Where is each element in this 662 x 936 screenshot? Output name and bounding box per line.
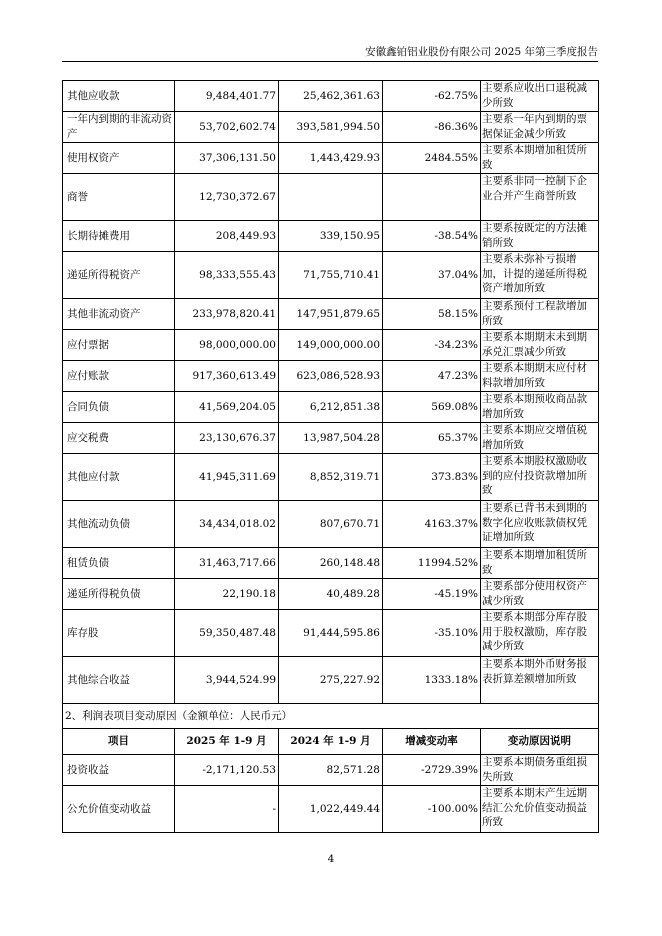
row-previous-value: 260,148.48 — [279, 548, 383, 579]
row-previous-value: 91,444,595.86 — [279, 610, 383, 657]
row-reason: 主要系应收出口退税减少所致 — [481, 81, 599, 112]
header-previous-period: 2024 年 1-9 月 — [279, 729, 383, 755]
row-previous-value — [279, 174, 383, 221]
table-row — [63, 755, 599, 786]
row-previous-value: 8,852,319.71 — [279, 454, 383, 501]
row-previous-value: 6,212,851.38 — [279, 392, 383, 423]
table-row — [63, 361, 599, 392]
row-change-rate: 2484.55% — [383, 143, 481, 174]
row-item: 其他非流动资产 — [63, 299, 175, 330]
header-item: 项目 — [63, 729, 175, 755]
row-item: 其他应收款 — [63, 81, 175, 112]
row-current-value: 208,449.93 — [175, 221, 279, 252]
row-item: 长期待摊费用 — [63, 221, 175, 252]
row-change-rate: 37.04% — [383, 252, 481, 299]
table-row — [63, 786, 599, 833]
row-previous-value: 807,670.71 — [279, 501, 383, 548]
row-change-rate: -100.00% — [383, 786, 481, 833]
row-item: 递延所得税负债 — [63, 579, 175, 610]
row-current-value: -2,171,120.53 — [175, 755, 279, 786]
row-change-rate: 373.83% — [383, 454, 481, 501]
row-change-rate: -34.23% — [383, 330, 481, 361]
row-previous-value: 82,571.28 — [279, 755, 383, 786]
row-previous-value: 149,000,000.00 — [279, 330, 383, 361]
row-item: 投资收益 — [63, 755, 175, 786]
row-current-value: 53,702,602.74 — [175, 112, 279, 143]
row-change-rate: -38.54% — [383, 221, 481, 252]
row-reason: 主要系非同一控制下企业合并产生商誉所致 — [481, 174, 599, 221]
row-current-value: 59,350,487.48 — [175, 610, 279, 657]
row-item: 应付账款 — [63, 361, 175, 392]
row-item: 应付票据 — [63, 330, 175, 361]
balance-sheet-changes-table — [62, 80, 599, 833]
row-change-rate: -86.36% — [383, 112, 481, 143]
row-change-rate: -2729.39% — [383, 755, 481, 786]
row-current-value: 41,569,204.05 — [175, 392, 279, 423]
header-change-rate: 增减变动率 — [383, 729, 481, 755]
row-previous-value: 13,987,504.28 — [279, 423, 383, 454]
table-row — [63, 221, 599, 252]
table-row — [63, 81, 599, 112]
row-item: 商誉 — [63, 174, 175, 221]
row-reason: 主要系预付工程款增加所致 — [481, 299, 599, 330]
row-reason: 主要系按既定的方法摊销所致 — [481, 221, 599, 252]
row-current-value: 98,333,555.43 — [175, 252, 279, 299]
row-reason: 主要系本期部分库存股用于股权激励，库存股减少所致 — [481, 610, 599, 657]
row-reason: 主要系本期外币财务报表折算差额增加所致 — [481, 657, 599, 704]
row-previous-value: 275,227.92 — [279, 657, 383, 704]
row-reason: 主要系本期期末未到期承兑汇票减少所致 — [481, 330, 599, 361]
row-reason: 主要系部分使用权资产减少所致 — [481, 579, 599, 610]
row-reason: 主要系本期末产生远期结汇公允价值变动损益所致 — [481, 786, 599, 833]
row-reason: 主要系本期应交增值税增加所致 — [481, 423, 599, 454]
table-row — [63, 143, 599, 174]
row-current-value: 41,945,311.69 — [175, 454, 279, 501]
row-previous-value: 1,443,429.93 — [279, 143, 383, 174]
row-current-value: 9,484,401.77 — [175, 81, 279, 112]
row-previous-value: 40,489.28 — [279, 579, 383, 610]
row-change-rate: 47.23% — [383, 361, 481, 392]
row-current-value: 23,130,676.37 — [175, 423, 279, 454]
row-item: 使用权资产 — [63, 143, 175, 174]
table-row — [63, 392, 599, 423]
table-row — [63, 610, 599, 657]
table-row — [63, 454, 599, 501]
table-row — [63, 112, 599, 143]
row-reason: 主要系本期增加租赁所致 — [481, 548, 599, 579]
row-previous-value: 623,086,528.93 — [279, 361, 383, 392]
row-change-rate: 569.08% — [383, 392, 481, 423]
table-row — [63, 330, 599, 361]
row-change-rate: 4163.37% — [383, 501, 481, 548]
row-previous-value: 339,150.95 — [279, 221, 383, 252]
row-item: 递延所得税资产 — [63, 252, 175, 299]
row-current-value: 22,190.18 — [175, 579, 279, 610]
row-change-rate: -35.10% — [383, 610, 481, 657]
row-current-value: 233,978,820.41 — [175, 299, 279, 330]
row-change-rate: 11994.52% — [383, 548, 481, 579]
table-row — [63, 174, 599, 221]
row-current-value: 3,944,524.99 — [175, 657, 279, 704]
row-reason: 主要系本期预收商品款增加所致 — [481, 392, 599, 423]
row-change-rate: -45.19% — [383, 579, 481, 610]
row-reason: 主要系本期债务重组损失所致 — [481, 755, 599, 786]
row-item: 公允价值变动收益 — [63, 786, 175, 833]
row-previous-value: 25,462,361.63 — [279, 81, 383, 112]
row-reason: 主要系已背书未到期的数字化应收账款债权凭证增加所致 — [481, 501, 599, 548]
income-section-title: 2、利润表项目变动原因（金额单位：人民币元） — [63, 704, 599, 729]
income-table-header-row — [63, 729, 599, 755]
row-current-value: 12,730,372.67 — [175, 174, 279, 221]
row-item: 库存股 — [63, 610, 175, 657]
header-reason: 变动原因说明 — [481, 729, 599, 755]
row-current-value: - — [175, 786, 279, 833]
row-item: 其他综合收益 — [63, 657, 175, 704]
row-change-rate — [383, 174, 481, 221]
row-item: 租赁负债 — [63, 548, 175, 579]
row-previous-value: 1,022,449.44 — [279, 786, 383, 833]
row-change-rate: 1333.18% — [383, 657, 481, 704]
row-item: 应交税费 — [63, 423, 175, 454]
row-change-rate: 58.15% — [383, 299, 481, 330]
page-number: 4 — [327, 853, 335, 865]
row-item: 一年内到期的非流动资产 — [63, 112, 175, 143]
row-current-value: 37,306,131.50 — [175, 143, 279, 174]
row-reason: 主要系本期股权激励收到的应付投资款增加所致 — [481, 454, 599, 501]
row-change-rate: 65.37% — [383, 423, 481, 454]
row-reason: 主要系本期增加租赁所致 — [481, 143, 599, 174]
table-row — [63, 501, 599, 548]
table-row — [63, 579, 599, 610]
row-current-value: 98,000,000.00 — [175, 330, 279, 361]
row-current-value: 917,360,613.49 — [175, 361, 279, 392]
row-previous-value: 71,755,710.41 — [279, 252, 383, 299]
table-row — [63, 423, 599, 454]
row-change-rate: -62.75% — [383, 81, 481, 112]
row-item: 其他流动负债 — [63, 501, 175, 548]
row-current-value: 34,434,018.02 — [175, 501, 279, 548]
row-current-value: 31,463,717.66 — [175, 548, 279, 579]
row-previous-value: 393,581,994.50 — [279, 112, 383, 143]
header-current-period: 2025 年 1-9 月 — [175, 729, 279, 755]
row-item: 其他应付款 — [63, 454, 175, 501]
row-reason: 主要系一年内到期的票据保证金减少所致 — [481, 112, 599, 143]
row-reason: 主要系未弥补亏损增加，计提的递延所得税资产增加所致 — [481, 252, 599, 299]
row-reason: 主要系本期期末应付材料款增加所致 — [481, 361, 599, 392]
table-row — [63, 252, 599, 299]
table-row — [63, 657, 599, 704]
row-previous-value: 147,951,879.65 — [279, 299, 383, 330]
table-row — [63, 299, 599, 330]
report-header: 安徽鑫铂铝业股份有限公司 2025 年第三季度报告 — [365, 46, 598, 58]
row-item: 合同负债 — [63, 392, 175, 423]
header-rule — [62, 61, 598, 62]
table-row — [63, 548, 599, 579]
